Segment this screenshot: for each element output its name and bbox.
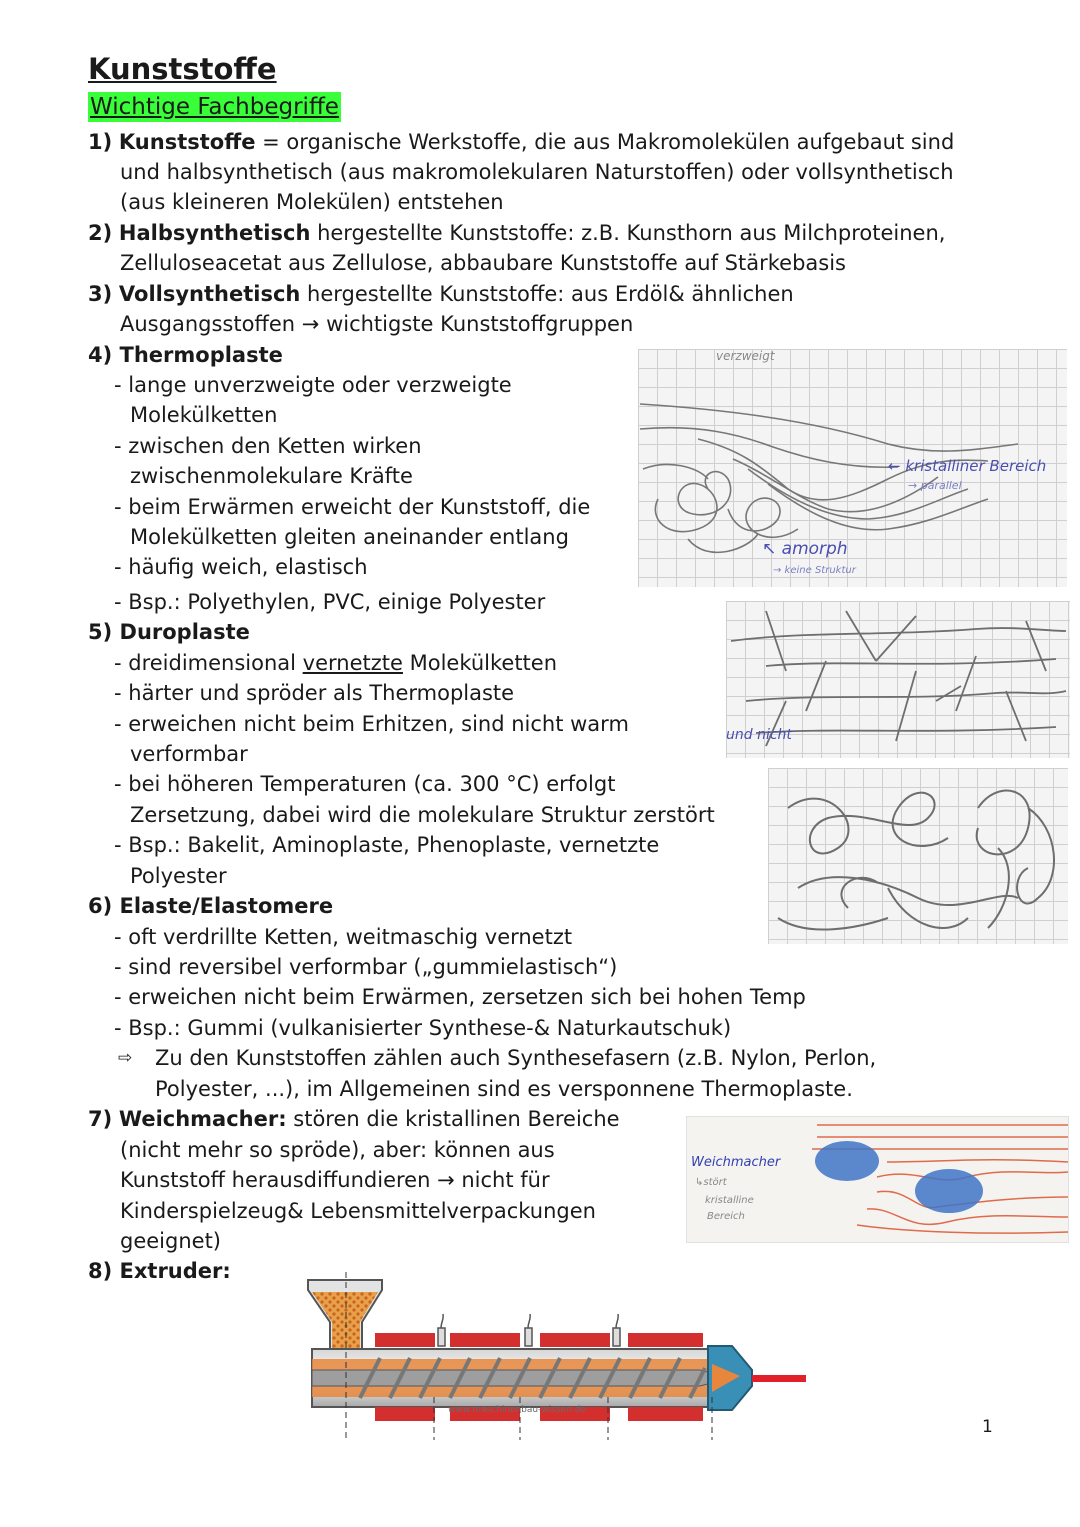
weichmacher-molecule-1 [815,1141,879,1181]
sec5-line: - bei höheren Temperaturen (ca. 300 °C) erfolgt [114,772,616,796]
sec8-heading: 8) Extruder: [88,1259,231,1283]
sec1-rest: = organische Werkstoffe, die aus Makromolekülen aufgebaut sind [255,130,955,154]
sec3-rest: hergestellte Kunststoffe: aus Erdöl& ähnlichen [300,282,794,306]
sec4-line: - beim Erwärmen erweicht der Kunststoff, die [114,495,591,519]
heater-band [375,1333,435,1347]
sec4-line: - Bsp.: Polyethylen, PVC, einige Polyester [114,590,546,614]
sec3-line2: Ausgangsstoffen → wichtigste Kunststoffgruppen [120,312,634,336]
label-bereich: Bereich [707,1211,745,1222]
sec1-num: 1) [88,130,113,154]
page-subtitle: Wichtige Fachbegriffe [90,94,339,120]
extrudate [752,1375,806,1382]
page-title: Kunststoffe [88,52,277,86]
heater-band [628,1333,703,1347]
sec7-line: geeignet) [120,1229,221,1253]
sec5-line: Zersetzung, dabei wird die molekulare Struktur zerstört [130,803,715,827]
sec1-line3: (aus kleineren Molekülen) entstehen [120,190,504,214]
sec7-line: Kunststoff herausdiffundieren → nicht für [120,1168,550,1192]
sec3-term: Vollsynthetisch [118,282,301,306]
sec5-line1 [114,648,557,678]
sec6-conclusion-1: Zu den Kunststoffen zählen auch Synthesefasern (z.B. Nylon, Perlon, [155,1046,877,1070]
sec7-num: 7) [88,1107,113,1131]
label-amorph-sub: → keine Struktur [773,565,856,576]
sec7-line1 [88,1104,620,1134]
label-stoert: ↳stört [695,1177,727,1188]
duroplast-sketch [726,601,1070,758]
sec6-heading: 6) Elaste/Elastomere [88,894,334,918]
page-number: 1 [982,1417,993,1437]
sec2-line1 [88,218,945,248]
sec5-line: Polyester [130,864,227,888]
sec6-line: - sind reversibel verformbar („gummielastisch“) [114,955,618,979]
sec4-line: Molekülketten gleiten aneinander entlang [130,525,569,549]
sec1-line1 [88,127,954,157]
label-verzweigt: verzweigt [716,349,775,363]
sec5-heading: 5) Duroplaste [88,620,250,644]
sec2-num: 2) [88,221,113,245]
sec5-line: - härter und spröder als Thermoplaste [114,681,515,705]
sec5-l1b: Molekülketten [402,651,558,675]
weichmacher-molecule-2 [915,1169,983,1213]
sec1-term: Kunststoffe [118,130,256,154]
sec4-line: zwischenmolekulare Kräfte [130,464,413,488]
sec7-line: Kinderspielzeug& Lebensmittelverpackungen [120,1199,596,1223]
conclusion-arrow-icon: ⇨ [118,1048,133,1068]
sec5-line: - Bsp.: Bakelit, Aminoplaste, Phenoplaste, vernetzte [114,833,660,857]
sec4-line: - zwischen den Ketten wirken [114,434,422,458]
sec3-num: 3) [88,282,113,306]
extruder-diagram [300,1272,810,1442]
label-und-nicht: und nicht [726,727,792,743]
heater-band [540,1333,610,1347]
sec2-term: Halbsynthetisch [118,221,311,245]
elastomer-drawing [768,768,1068,944]
sec4-line: Molekülketten [130,403,278,427]
sec7-line: (nicht mehr so spröde), aber: können aus [120,1138,555,1162]
sec5-line: - erweichen nicht beim Erhitzen, sind nicht warm [114,712,629,736]
extruder-watermark: www.maschinenbau-wissen.de [448,1405,586,1415]
heater-band [628,1407,703,1421]
elastomer-sketch [768,768,1068,944]
label-amorph: ↖ amorph [762,539,848,559]
heater-band [450,1333,520,1347]
thermoplast-sketch [638,349,1067,587]
label-weichmacher: Weichmacher [691,1155,781,1170]
sec2-rest: hergestellte Kunststoffe: z.B. Kunsthorn aus Milchproteinen, [310,221,946,245]
sec5-line: verformbar [130,742,248,766]
sec6-line: - erweichen nicht beim Erwärmen, zersetzen sich bei hohen Temp [114,985,806,1009]
label-parallel: → parallel [908,479,962,492]
heater-band [375,1407,435,1421]
sec7-term: Weichmacher: [118,1107,287,1131]
sec4-heading: 4) Thermoplaste [88,343,283,367]
weichmacher-sketch [686,1116,1069,1243]
label-kristallin: ← kristalliner Bereich [888,457,1047,475]
extruder-drawing [300,1272,810,1442]
weichmacher-drawing [687,1117,1068,1242]
sec6-line: - Bsp.: Gummi (vulkanisierter Synthese-& Naturkautschuk) [114,1016,732,1040]
sec5-l1a: - dreidimensional [114,651,303,675]
sec4-line: - lange unverzweigte oder verzweigte [114,373,512,397]
sec5-l1u: vernetzte [302,651,403,675]
sec7-rest: stören die kristallinen Bereiche [286,1107,620,1131]
sec4-line: - häufig weich, elastisch [114,555,368,579]
sec6-conclusion-2: Polyester, ...), im Allgemeinen sind es versponnene Thermoplaste. [155,1077,853,1101]
sec3-line1 [88,279,794,309]
sec2-line2: Zelluloseacetat aus Zellulose, abbaubare Kunststoffe auf Stärkebasis [120,251,846,275]
label-kristalline: kristalline [705,1195,754,1206]
sec6-line: - oft verdrillte Ketten, weitmaschig vernetzt [114,925,573,949]
sec1-line2: und halbsynthetisch (aus makromolekularen Naturstoffen) oder vollsynthetisch [120,160,954,184]
